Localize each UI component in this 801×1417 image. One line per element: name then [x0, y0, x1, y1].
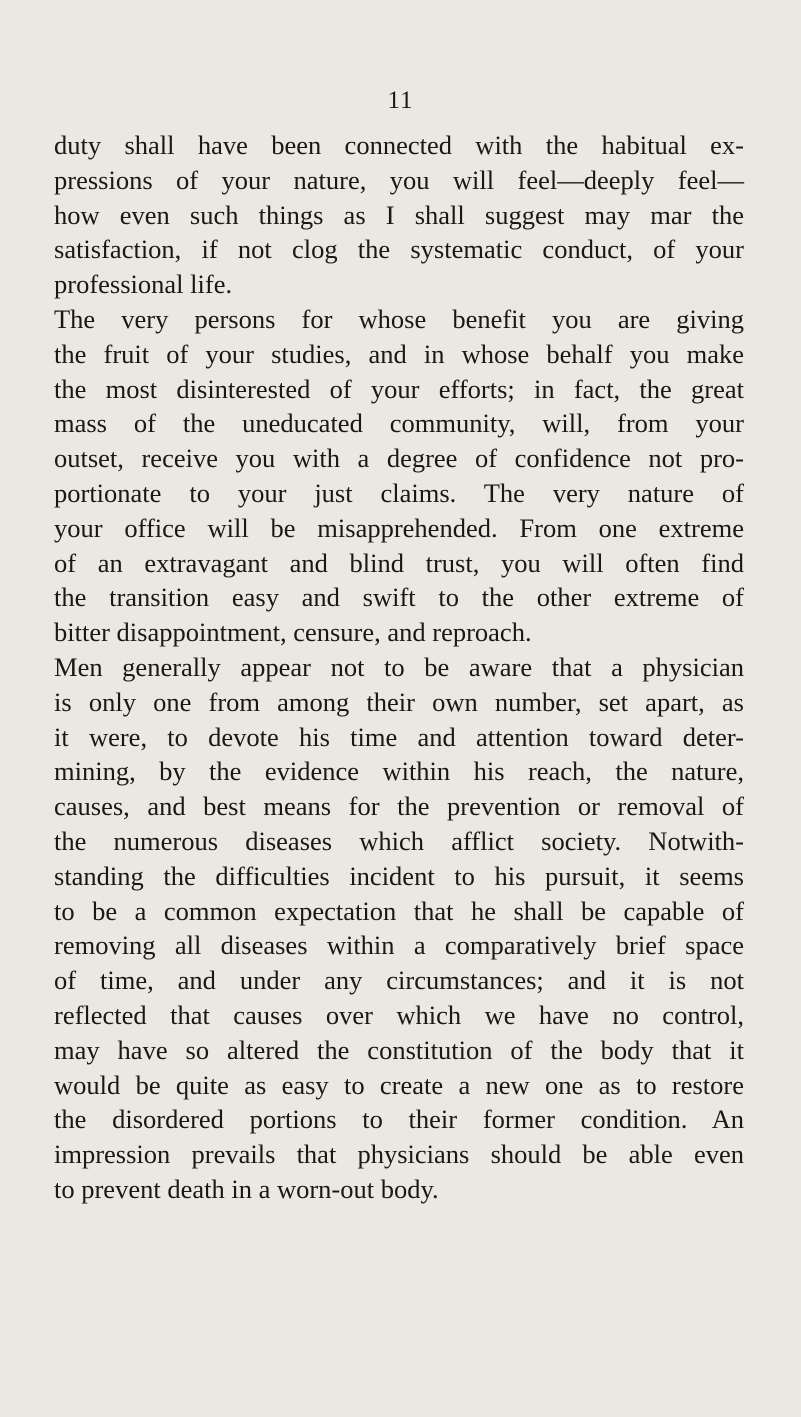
text-line: it were, to devote his time and attention toward deter-	[54, 721, 744, 752]
page-number: 11	[387, 87, 414, 114]
text-line: is only one from among their own number, set apart, as	[54, 686, 744, 717]
text-line: bitter disappointment, censure, and reproach.	[54, 617, 532, 648]
text-line: removing all diseases within a comparatively brief space	[54, 930, 744, 961]
text-line: outset, receive you with a degree of confidence not pro-	[54, 443, 744, 474]
text-line: the fruit of your studies, and in whose behalf you make	[54, 338, 744, 369]
text-line: duty shall have been connected with the habitual ex-	[54, 130, 744, 160]
body-text	[54, 128, 744, 1207]
text-line: pressions of your nature, you will feel—deeply feel—	[54, 164, 744, 195]
text-line: the transition easy and swift to the other extreme of	[54, 582, 744, 613]
text-line: would be quite as easy to create a new one as to restore	[54, 1069, 744, 1100]
text-line: may have so altered the constitution of the body that it	[54, 1034, 744, 1065]
text-line: how even such things as I shall suggest may mar the	[54, 199, 744, 230]
text-line: of an extravagant and blind trust, you will often find	[54, 547, 744, 578]
text-line: impression prevails that physicians should be able even	[54, 1139, 744, 1170]
text-line: portionate to your just claims. The very nature of	[54, 477, 744, 508]
text-line: reflected that causes over which we have no control,	[54, 999, 744, 1030]
text-line: to prevent death in a worn-out body.	[54, 1173, 439, 1204]
text-line: mass of the uneducated community, will, from your	[54, 408, 744, 439]
paragraph	[54, 302, 744, 650]
text-line: mining, by the evidence within his reach, the nature,	[54, 756, 744, 787]
text-line: satisfaction, if not clog the systematic conduct, of your	[54, 234, 744, 265]
text-line: the disordered portions to their former condition. An	[54, 1104, 744, 1135]
text-line: The very persons for whose benefit you are giving	[54, 303, 744, 334]
text-line: Men generally appear not to be aware that a physician	[54, 651, 744, 682]
text-line: the numerous diseases which afflict society. Notwith-	[54, 825, 744, 856]
paragraph	[54, 650, 744, 1207]
paragraph	[54, 128, 744, 302]
text-line: standing the difficulties incident to his pursuit, it seems	[54, 860, 744, 891]
text-line: to be a common expectation that he shall be capable of	[54, 895, 744, 926]
text-line: of time, and under any circumstances; and it is not	[54, 965, 744, 996]
text-line: the most disinterested of your efforts; in fact, the great	[54, 373, 744, 404]
text-line: causes, and best means for the prevention or removal of	[54, 791, 744, 822]
text-line: your office will be misapprehended. From one extreme	[54, 512, 744, 543]
text-line: professional life.	[54, 269, 233, 300]
